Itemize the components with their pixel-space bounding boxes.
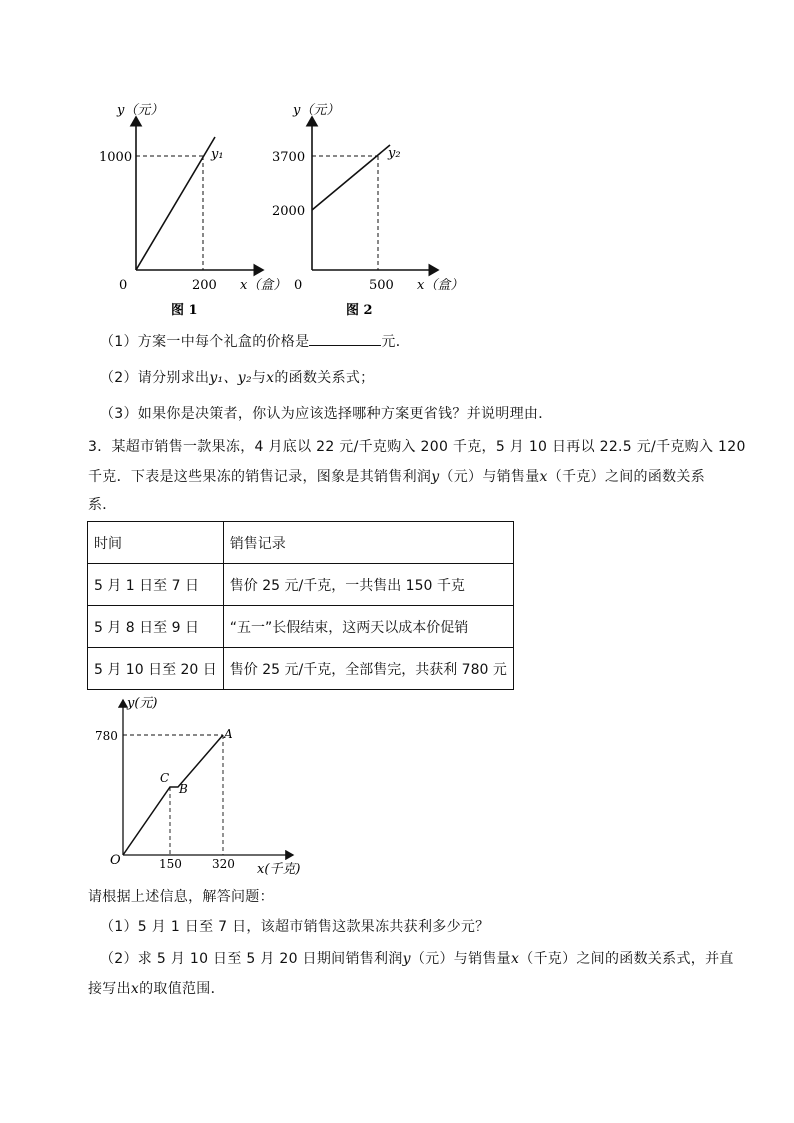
fig2-y-tick-top: 3700 [272, 150, 306, 165]
question-2 [100, 367, 374, 387]
table-header-row [88, 522, 514, 564]
sub-question-2-line-2-b: 的取值范围． [139, 981, 225, 997]
problem-3-line-3 [88, 494, 117, 514]
sub-question-2-var-y: y [402, 951, 411, 967]
table-header-time: 时间 [88, 522, 224, 564]
prompt-text: 请根据上述信息，解答问题： [88, 889, 274, 905]
problem-3-line-1-text: 3．某超市销售一款果冻，4 月底以 22 元/千克购入 200 千克，5 月 10 日再以 22.5 元/千克购入 120 [88, 439, 746, 455]
question-2-post: 的函数关系式； [274, 370, 375, 386]
sub-question-1 [100, 916, 489, 936]
fig3-profit-line [123, 735, 223, 855]
table-row [88, 648, 514, 690]
table-row [88, 606, 514, 648]
answer-blank[interactable] [309, 331, 381, 346]
fig3-y-tick: 780 [95, 729, 118, 743]
table-cell-record: “五一”长假结束，这两天以成本价促销 [223, 606, 513, 648]
fig1-line-label: y₁ [211, 147, 224, 162]
figure-1 [95, 95, 295, 325]
table-header-record: 销售记录 [223, 522, 513, 564]
fig3-point-b: B [179, 782, 188, 796]
prompt-line [88, 886, 274, 906]
fig3-point-c: C [160, 771, 170, 785]
question-2-pre: （2）请分别求出 [100, 370, 210, 386]
sub-question-2-b: （元）与销售量 [410, 951, 511, 967]
problem-3-var-y: y [431, 469, 440, 485]
question-1-unit: 元． [381, 334, 411, 350]
fig2-x-label: x（盒） [417, 278, 464, 293]
fig2-origin: 0 [294, 278, 303, 293]
question-2-mid: 与 [251, 370, 267, 386]
problem-3-line-2-a: 千克．下表是这些果冻的销售记录，图象是其销售利润 [88, 469, 432, 485]
problem-3-line-3-text: 系． [88, 497, 117, 513]
fig1-y-label: y（元） [117, 103, 164, 118]
question-3 [100, 403, 553, 423]
problem-3-line-1 [88, 436, 746, 456]
fig1-x-label: x（盒） [240, 278, 287, 293]
question-1 [100, 331, 410, 351]
sub-question-2-a: （2）求 5 月 10 日至 5 月 20 日期间销售利润 [100, 951, 403, 967]
fig3-y-label: y(元) [127, 696, 158, 711]
fig3-x-tick-2: 320 [212, 857, 235, 871]
sub-question-2-line-2 [88, 978, 225, 998]
sub-question-1-text: （1）5 月 1 日至 7 日，该超市销售这款果冻共获利多少元？ [100, 919, 490, 935]
fig3-x-tick-1: 150 [159, 857, 182, 871]
sub-question-2-var-x: x [510, 951, 520, 967]
problem-3-line-2-b: （元）与销售量 [439, 469, 540, 485]
question-2-vars: y₁、y₂ [209, 370, 252, 386]
figure-3 [95, 692, 325, 882]
fig2-y-label: y（元） [293, 103, 340, 118]
question-1-text: （1）方案一中每个礼盒的价格是 [100, 334, 310, 350]
sales-table [87, 521, 514, 690]
fig3-point-a: A [224, 727, 233, 741]
fig1-caption: 图 1 [171, 303, 198, 318]
sub-question-2-c: （千克）之间的函数关系式，并直 [519, 951, 734, 967]
fig2-line-label: y₂ [388, 146, 401, 161]
fig1-origin: 0 [119, 278, 128, 293]
figure-2 [270, 95, 470, 325]
fig3-origin: O [110, 853, 121, 868]
sub-question-2-line-2-x: x [130, 981, 140, 997]
table-row [88, 564, 514, 606]
sub-question-2 [100, 948, 734, 968]
problem-3-line-2-c: （千克）之间的函数关系 [547, 469, 706, 485]
fig2-y-tick-start: 2000 [272, 204, 306, 219]
table-cell-time: 5 月 10 日至 20 日 [88, 648, 224, 690]
table-cell-record: 售价 25 元/千克，全部售完，共获利 780 元 [223, 648, 513, 690]
fig2-caption: 图 2 [346, 303, 373, 318]
question-3-text: （3）如果你是决策者，你认为应该选择哪种方案更省钱？并说明理由． [100, 406, 553, 422]
table-cell-time: 5 月 1 日至 7 日 [88, 564, 224, 606]
fig3-x-label: x(千克) [257, 862, 301, 877]
problem-3-var-x: x [539, 469, 548, 485]
fig1-x-tick: 200 [192, 278, 217, 293]
fig1-y-tick: 1000 [99, 150, 133, 165]
question-2-x: x [266, 370, 275, 386]
table-cell-record: 售价 25 元/千克，一共售出 150 千克 [223, 564, 513, 606]
sub-question-2-line-2-a: 接写出 [88, 981, 131, 997]
fig2-x-tick: 500 [369, 278, 394, 293]
problem-3-line-2 [88, 466, 705, 486]
table-cell-time: 5 月 8 日至 9 日 [88, 606, 224, 648]
